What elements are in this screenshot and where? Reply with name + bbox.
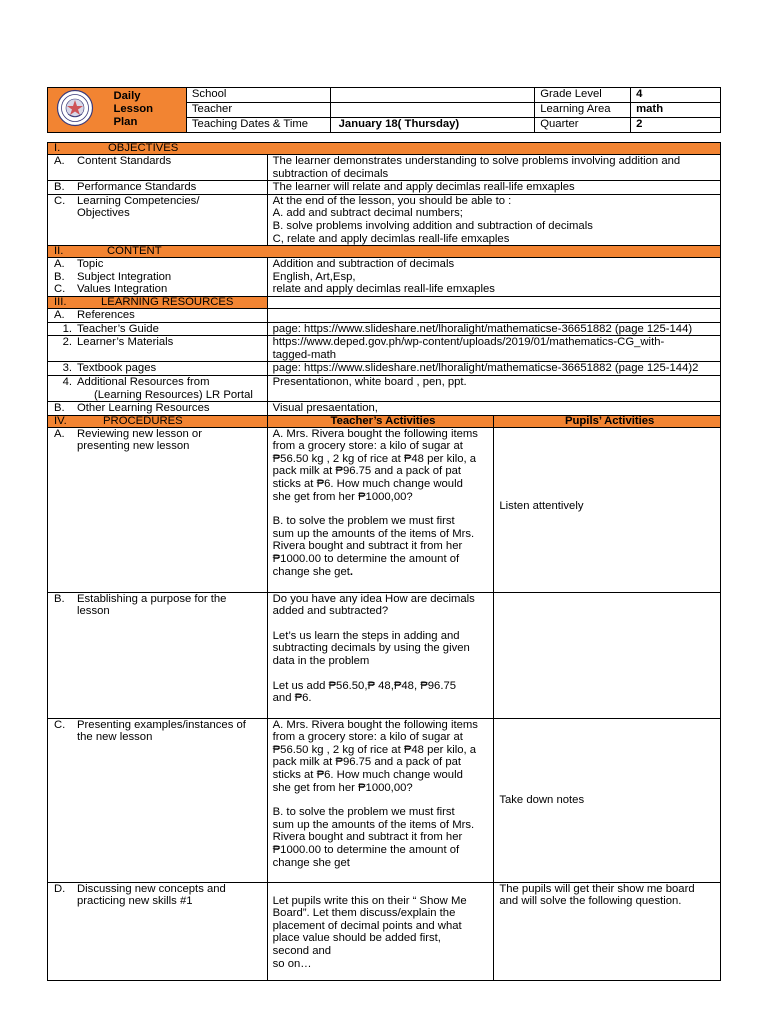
section-objectives (48, 143, 721, 155)
proc-b-line: subtracting decimals by using the given (272, 642, 470, 655)
res-3-label: Textbook pages (77, 362, 157, 375)
proc-a-line: from a grocery store: a kilo of sugar at (272, 440, 463, 453)
row-textbook-pages (48, 362, 721, 376)
pupil-activities-header: Pupils’ Activities (494, 415, 721, 427)
proc-c-line: from a grocery store: a kilo of sugar at (272, 731, 463, 744)
proc-d-label-2: practicing new skills #1 (77, 895, 193, 908)
content-title: CONTENT (107, 245, 162, 258)
proc-d-label-1: Discussing new concepts and (77, 882, 226, 895)
row-performance-standards (48, 181, 721, 195)
row-references (48, 308, 721, 322)
row-other-resources (48, 402, 721, 416)
res-1-value: page: https://www.slideshare.net/lhoralight/mathematicse-36651882 (page 125-144) (267, 322, 720, 336)
res-b-label: Other Learning Resources (77, 402, 210, 415)
proc-d-line: place value should be added first, (272, 932, 441, 945)
obj-c-label-2: Objectives (77, 207, 130, 220)
objectives-title: OBJECTIVES (108, 142, 179, 154)
proc-a-line: sticks at ₱6. How much change would (272, 478, 463, 491)
content-c-key: C. (54, 283, 66, 296)
content-c-label: Values Integration (77, 283, 168, 296)
school-label: School (186, 88, 330, 103)
area-label: Learning Area (535, 102, 631, 117)
res-b-key: B. (54, 402, 65, 415)
proc-b-line: Let’s us learn the steps in adding and (272, 629, 460, 642)
res-b-value: Visual presaentation, (267, 402, 720, 416)
proc-d-line: Let pupils write this on their “ Show Me (272, 894, 467, 907)
row-learning-competencies (48, 194, 721, 245)
proc-b-line: and ₱6. (272, 692, 312, 705)
dlp-title-line-3: Plan (113, 116, 138, 129)
content-values-integration: relate and apply decimlas reall-life emxaples (272, 283, 495, 296)
proc-c-line: B. to solve the problem we must first (272, 806, 455, 819)
proc-d-key: D. (54, 882, 66, 895)
obj-a-value: The learner demonstrates understanding to solve problems involving addition and subtraction of decimals (267, 155, 720, 181)
res-2-num: 2. (62, 336, 72, 349)
proc-c-label-1: Presenting examples/instances of (77, 718, 246, 731)
proc-a-line: sum up the amounts of the items of Mrs. (272, 527, 475, 540)
proc-a-line: A. Mrs. Rivera bought the following items (272, 427, 478, 440)
proc-a-period: . (349, 565, 354, 578)
proc-d-line: so on… (272, 957, 312, 970)
dlp-title (102, 88, 186, 133)
row-procedure-c (48, 718, 721, 882)
header-table (47, 87, 721, 133)
grade-label: Grade Level (535, 88, 631, 103)
res-3-num: 3. (62, 362, 72, 375)
content-num: II. (54, 245, 64, 258)
row-procedure-b (48, 592, 721, 718)
proc-c-line: A. Mrs. Rivera bought the following items (272, 718, 478, 731)
res-4-label-1: Additional Resources from (77, 375, 210, 388)
section-learning-resources (48, 296, 721, 308)
res-1-label: Teacher’s Guide (77, 322, 159, 335)
proc-c-line: sum up the amounts of the items of Mrs. (272, 818, 475, 831)
content-b-key: B. (54, 270, 65, 283)
content-a-key: A. (54, 258, 65, 271)
school-value (330, 88, 535, 103)
obj-c-key: C. (54, 194, 66, 207)
lesson-plan-table (47, 142, 721, 981)
obj-a-label: Content Standards (77, 155, 172, 167)
dlp-title-line-2: Lesson (113, 103, 154, 116)
objectives-num: I. (54, 142, 61, 154)
res-a-label: References (77, 308, 135, 321)
proc-b-label-1: Establishing a purpose for the (77, 592, 227, 605)
proc-b-key: B. (54, 592, 65, 605)
proc-a-line: B. to solve the problem we must first (272, 515, 455, 528)
quarter-label: Quarter (535, 117, 631, 132)
res-1-num: 1. (62, 322, 72, 335)
resources-title: LEARNING RESOURCES (101, 295, 234, 308)
res-2-value: https://www.deped.gov.ph/wp-content/uploads/2019/01/mathematics-CG_with-tagged-math (267, 336, 720, 362)
content-subject-integration: English, Art,Esp, (272, 270, 356, 283)
proc-b-line: Do you have any idea How are decimals (272, 592, 475, 605)
obj-c-line: B. solve problems involving addition and subtraction of decimals (272, 219, 593, 232)
section-procedures (48, 415, 721, 427)
content-a-label: Topic (77, 258, 104, 271)
proc-b-label-2: lesson (77, 605, 110, 618)
res-3-value: page: https://www.slideshare.net/lhoralight/mathematicse-36651882 (page 125-144)2 (267, 362, 720, 376)
row-teachers-guide (48, 322, 721, 336)
proc-c-line: Rivera bought and subtract it from her (272, 831, 463, 844)
obj-b-key: B. (54, 181, 65, 194)
obj-c-label-1: Learning Competencies/ (77, 194, 200, 207)
proc-c-line: change she get (272, 856, 350, 869)
row-content-standards (48, 155, 721, 181)
proc-a-line: ₱1000.00 to determine the amount of (272, 553, 460, 566)
proc-c-label-2: the new lesson (77, 731, 153, 744)
proc-a-label-2: presenting new lesson (77, 440, 190, 453)
proc-a-line: pack milk at ₱96.75 and a pack of pat (272, 465, 462, 478)
proc-c-line: sticks at ₱6. How much change would (272, 769, 463, 782)
proc-a-key: A. (54, 427, 65, 440)
res-4-num: 4. (62, 375, 72, 388)
obj-a-key: A. (54, 155, 65, 167)
res-4-label-2: (Learning Resources) LR Portal (94, 388, 253, 401)
teacher-label: Teacher (186, 102, 330, 117)
obj-b-value: The learner will relate and apply decimlas reall-life emxaples (267, 181, 720, 195)
teacher-value (330, 102, 535, 117)
proc-b-pupil (494, 592, 721, 718)
proc-d-line: second and (272, 945, 332, 958)
proc-b-line: added and subtracted? (272, 605, 389, 618)
logo-cell (48, 88, 103, 133)
res-2-label: Learner’s Materials (77, 336, 174, 349)
proc-c-line: pack milk at ₱96.75 and a pack of pat (272, 756, 462, 769)
procedures-title: PROCEDURES (103, 414, 183, 427)
area-value: math (631, 102, 721, 117)
dates-value: January 18( Thursday) (330, 117, 535, 132)
proc-d-line: Board”. Let them discuss/explain the (272, 907, 456, 920)
res-4-value: Presentationon, white board , pen, ppt. (267, 375, 720, 401)
procedures-num: IV. (54, 414, 67, 427)
proc-a-line: ₱56.50 kg , 2 kg of rice at ₱48 per kilo, a (272, 452, 477, 465)
proc-b-line: data in the problem (272, 655, 370, 668)
obj-c-line: C, relate and apply decimlas reall-life emxaples (272, 232, 510, 245)
quarter-value: 2 (631, 117, 721, 132)
row-learners-materials (48, 336, 721, 362)
proc-d-pupil-line: The pupils will get their show me board (499, 882, 695, 895)
obj-c-line: At the end of the lesson, you should be able to : (272, 194, 512, 207)
proc-a-line: change she get (272, 565, 350, 578)
proc-c-key: C. (54, 718, 66, 731)
deped-seal-icon (48, 88, 102, 128)
proc-c-line: ₱56.50 kg , 2 kg of rice at ₱48 per kilo, a (272, 743, 477, 756)
proc-a-label-1: Reviewing new lesson or (77, 427, 202, 440)
row-procedure-d (48, 882, 721, 980)
proc-a-pupil: Listen attentively (499, 500, 584, 513)
proc-c-line: she get from her ₱1000,00? (272, 781, 413, 794)
row-content (48, 258, 721, 297)
proc-d-pupil-line: and will solve the following question. (499, 895, 682, 908)
proc-c-pupil: Take down notes (499, 793, 585, 806)
proc-a-line: she get from her ₱1000,00? (272, 490, 413, 503)
content-topic: Addition and subtraction of decimals (272, 258, 455, 271)
section-content (48, 246, 721, 258)
dates-label: Teaching Dates & Time (186, 117, 330, 132)
content-b-label: Subject Integration (77, 270, 172, 283)
grade-value: 4 (631, 88, 721, 103)
res-a-key: A. (54, 308, 65, 321)
row-procedure-a (48, 427, 721, 592)
row-additional-resources (48, 375, 721, 401)
proc-d-line: placement of decimal points and what (272, 919, 462, 932)
proc-c-line: ₱1000.00 to determine the amount of (272, 844, 460, 857)
obj-b-label: Performance Standards (77, 181, 197, 194)
proc-a-line: Rivera bought and subtract it from her (272, 540, 463, 553)
resources-num: III. (54, 295, 67, 308)
dlp-title-line-1: Daily (113, 90, 141, 103)
proc-b-line: Let us add ₱56.50,₱ 48,₱48, ₱96.75 (272, 679, 457, 692)
teacher-activities-header: Teacher’s Activities (267, 415, 494, 427)
obj-c-line: A. add and subtract decimal numbers; (272, 207, 463, 220)
